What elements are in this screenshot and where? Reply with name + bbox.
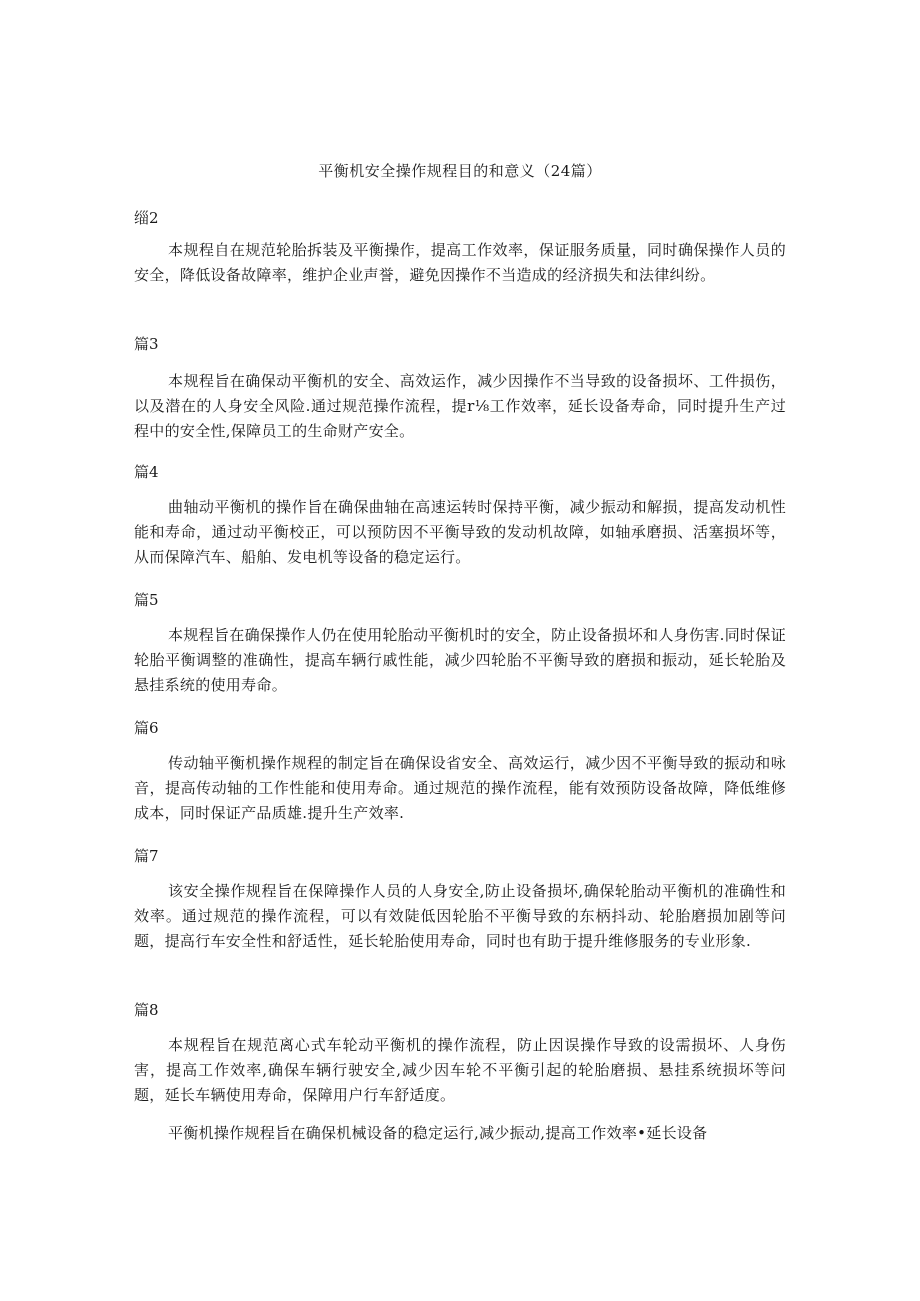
section-paragraph: 曲轴动平衡机的操作旨在确保曲轴在高速运转时保持平衡，减少振动和解损，提高发动机性能和寿命，通过动平衡校正，可以预防因不平衡导致的发动机故障，如轴承磨损、活塞损坏等，从而保障汽车、船舶、发电机等设备的稳定运行。	[134, 498, 786, 566]
section-label: 缁2	[134, 209, 159, 227]
trailing-paragraph: 平衡机操作规程旨在确保机械设备的稳定运行,减少振动,提高工作效率•延长设备	[168, 1124, 708, 1142]
section-paragraph: 传动轴平衡机操作规程的制定旨在确保设省安全、高效运行，减少因不平衡导致的振动和咏音，提高传动轴的工作性能和使用寿命。通过规范的操作流程，能有效预防设备故障，降低维修成本，同时保证产品质雄.提升生产效率.	[134, 754, 786, 822]
section-label: 篇4	[134, 463, 159, 481]
section-paragraph: 本规程自在规范轮胎拆装及平衡操作，提高工作效率，保证服务质量，同时确保操作人员的安全，降低设备故障率，维护企业声誉，避免因操作不当造成的经济损失和法律纠纷。	[134, 241, 786, 284]
document-title: 平衡机安全操作规程目的和意义（24篇）	[318, 162, 602, 180]
section-paragraph: 本规程旨在确保动平衡机的安全、高效运作，减少因操作不当导致的设备损坏、工件损伤，以及潜在的人身安全风险.通过规范操作流程，提r⅛工作效率，延长设备寿命，同时提升生产过程中的安全性,保障员工的生命财产安全。	[134, 372, 786, 440]
section-paragraph: 本规程旨在确保操作人仍在使用轮胎动平衡机时的安全，防止设备损坏和人身伤害.同时保证轮胎平衡调整的准确性，提高车辆行戚性能，减少四轮胎不平衡导致的磨损和振动，延长轮胎及悬挂系统的使用寿命。	[134, 626, 786, 694]
section-label: 篇8	[134, 1001, 159, 1019]
section-paragraph: 本规程旨在规范离心式车轮动平衡机的操作流程，防止因误操作导致的设需损坏、人身伤害，提高工作效率,确保车辆行驶安全,减少因车轮不平衡引起的轮胎磨损、悬挂系统损坏等问题，延长车辆使用寿命，保障用户行车舒适度。	[134, 1036, 786, 1104]
section-label: 篇6	[134, 719, 159, 737]
section-paragraph: 该安全操作规程旨在保障操作人员的人身安全,防止设备损坏,确保轮胎动平衡机的准确性和效率。通过规范的操作流程，可以有效陡低因轮胎不平衡导致的东柄抖动、轮胎磨损加剧等问题，提高行车安全性和舒适性，延长轮胎使用寿命，同时也有助于提升维修服务的专业形象.	[134, 882, 786, 950]
section-label: 篇3	[134, 335, 159, 353]
section-label: 篇5	[134, 591, 159, 609]
section-label: 篇7	[134, 847, 159, 865]
